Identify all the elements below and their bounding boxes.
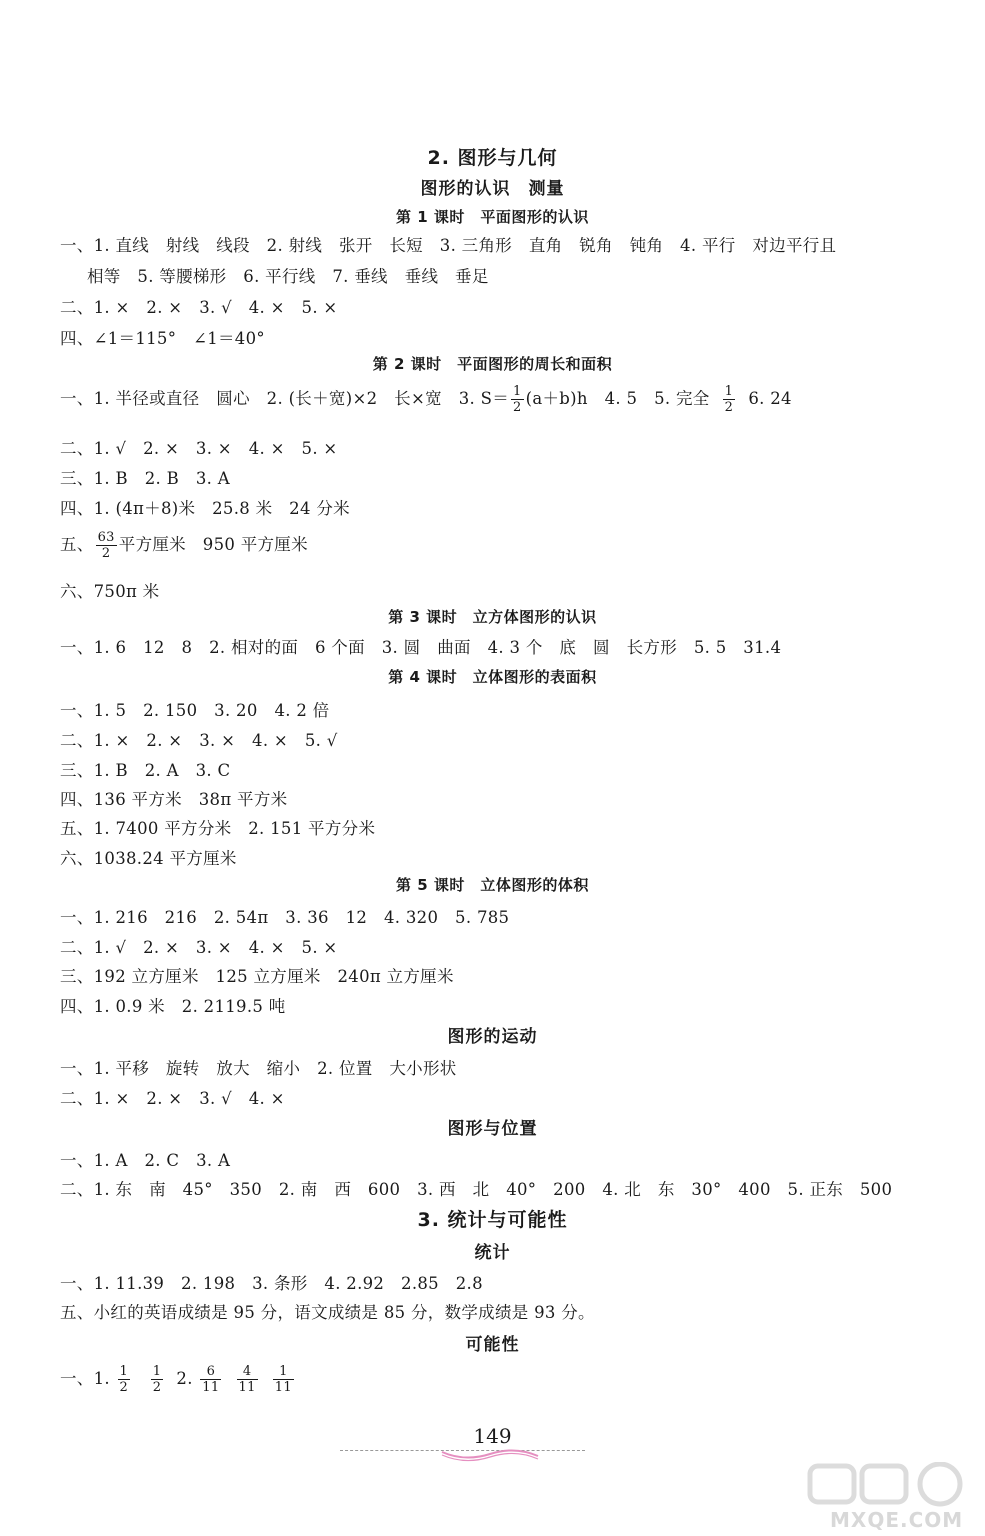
section-title-statistics: 3. 统计与可能性 (417, 1209, 568, 1231)
fraction-denominator: 2 (724, 400, 734, 415)
answer-line: 五、小红的英语成绩是 95 分，语文成绩是 85 分，数学成绩是 93 分。 (60, 1303, 595, 1322)
fraction-denominator: 11 (274, 1380, 292, 1395)
answer-line: 三、192 立方厘米 125 立方厘米 240π 立方厘米 (60, 967, 454, 986)
lesson-1-title: 第 1 课时 平面图形的认识 (396, 208, 589, 226)
watermark-text: MXQE.COM (830, 1508, 964, 1532)
answer-line: 一、1. 直线 射线 线段 2. 射线 张开 长短 3. 三角形 直角 锐角 钝角 4. 平行 对边平行且 (60, 236, 837, 255)
fraction-denominator: 11 (202, 1380, 220, 1395)
fraction-numerator: 1 (724, 384, 734, 399)
fraction (237, 1364, 258, 1395)
answer-line: 四、1. 0.9 米 2. 2119.5 吨 (60, 997, 286, 1016)
lesson-3-title: 第 3 课时 立方体图形的认识 (388, 608, 597, 626)
answer-line: 一、1. A 2. C 3. A (60, 1151, 231, 1170)
answer-line: 二、1. × 2. × 3. × 4. × 5. √ (60, 731, 338, 750)
lesson-5-title: 第 5 课时 立体图形的体积 (396, 876, 589, 894)
fraction-numerator: 1 (119, 1364, 129, 1379)
answer-line: 三、1. B 2. A 3. C (60, 761, 231, 780)
fraction-numerator: 63 (97, 530, 115, 545)
answer-line: 二、1. × 2. × 3. √ 4. × (60, 1089, 285, 1108)
subsection-title-position: 图形与位置 (447, 1119, 538, 1139)
answer-line: 一、1. 216 216 2. 54π 3. 36 12 4. 320 5. 785 (60, 908, 510, 927)
fraction-denominator: 2 (119, 1380, 129, 1395)
lesson-2-title: 第 2 课时 平面图形的周长和面积 (372, 355, 613, 373)
fraction-denominator: 2 (513, 400, 522, 415)
fraction (511, 384, 524, 415)
subsection-title-probability: 可能性 (465, 1335, 520, 1355)
answer-text: 2. (176, 1369, 193, 1388)
answer-line: 六、1038.24 平方厘米 (60, 849, 237, 868)
answer-line (60, 384, 940, 415)
subsection-title-statistics: 统计 (474, 1243, 511, 1263)
fraction (273, 1364, 294, 1395)
answer-line: 四、136 平方米 38π 平方米 (60, 790, 288, 809)
answer-line: 二、1. × 2. × 3. √ 4. × 5. × (60, 298, 338, 317)
fraction (151, 1364, 164, 1395)
section-title-geometry: 2. 图形与几何 (427, 147, 558, 169)
answer-text: 一、1. 半径或直径 圆心 2. (长＋宽)×2 长×宽 3. S＝ (60, 389, 509, 408)
answer-text: 平方厘米 950 平方厘米 (118, 535, 308, 554)
answer-line: 二、1. √ 2. × 3. × 4. × 5. × (60, 439, 338, 458)
fraction-numerator: 1 (152, 1364, 162, 1379)
fraction-denominator: 11 (238, 1380, 256, 1395)
fraction-denominator: 2 (101, 546, 111, 561)
answer-line: 五、1. 7400 平方分米 2. 151 平方分米 (60, 819, 376, 838)
answer-line (60, 1364, 940, 1395)
answer-line: 一、1. 11.39 2. 198 3. 条形 4. 2.92 2.85 2.8 (60, 1274, 483, 1293)
answer-line: 二、1. 东 南 45° 350 2. 南 西 600 3. 西 北 40° 200 4. 北 东 30° 400 5. 正东 500 (60, 1180, 893, 1199)
answer-line (60, 530, 940, 561)
answer-line: 六、750π 米 (60, 582, 160, 601)
answer-line: 相等 5. 等腰梯形 6. 平行线 7. 垂线 垂线 垂足 (87, 267, 489, 286)
answer-text: 一、1. (60, 1369, 110, 1388)
fraction (118, 1364, 131, 1395)
fraction (723, 384, 736, 415)
answer-text: 五、 (60, 535, 94, 554)
fraction-numerator: 1 (513, 384, 522, 399)
fraction (200, 1364, 221, 1395)
answer-line: 二、1. √ 2. × 3. × 4. × 5. × (60, 938, 338, 957)
answer-text: (a＋b)h 4. 5 5. 完全 (525, 389, 710, 408)
page-number: 149 (473, 1424, 512, 1448)
answer-line: 三、1. B 2. B 3. A (60, 469, 230, 488)
subsection-title-recognition: 图形的认识 测量 (420, 179, 565, 199)
lesson-4-title: 第 4 课时 立体图形的表面积 (388, 668, 597, 686)
answer-line: 一、1. 5 2. 150 3. 20 4. 2 倍 (60, 701, 330, 720)
answer-line: 一、1. 平移 旋转 放大 缩小 2. 位置 大小形状 (60, 1059, 457, 1078)
fraction-numerator: 1 (273, 1364, 294, 1380)
fraction-numerator: 6 (200, 1364, 221, 1380)
footer-wave-ornament (440, 1446, 540, 1462)
answer-line: 一、1. 6 12 8 2. 相对的面 6 个面 3. 圆 曲面 4. 3 个 底 圆 长方形 5. 5 31.4 (60, 638, 782, 657)
answer-line: 四、1. (4π＋8)米 25.8 米 24 分米 (60, 499, 350, 518)
subsection-title-motion: 图形的运动 (447, 1027, 538, 1047)
answer-line: 四、∠1＝115° ∠1＝40° (60, 329, 265, 348)
fraction (96, 530, 117, 561)
fraction-denominator: 2 (152, 1380, 162, 1395)
fraction-numerator: 4 (237, 1364, 258, 1380)
answer-text: 6. 24 (748, 389, 792, 408)
